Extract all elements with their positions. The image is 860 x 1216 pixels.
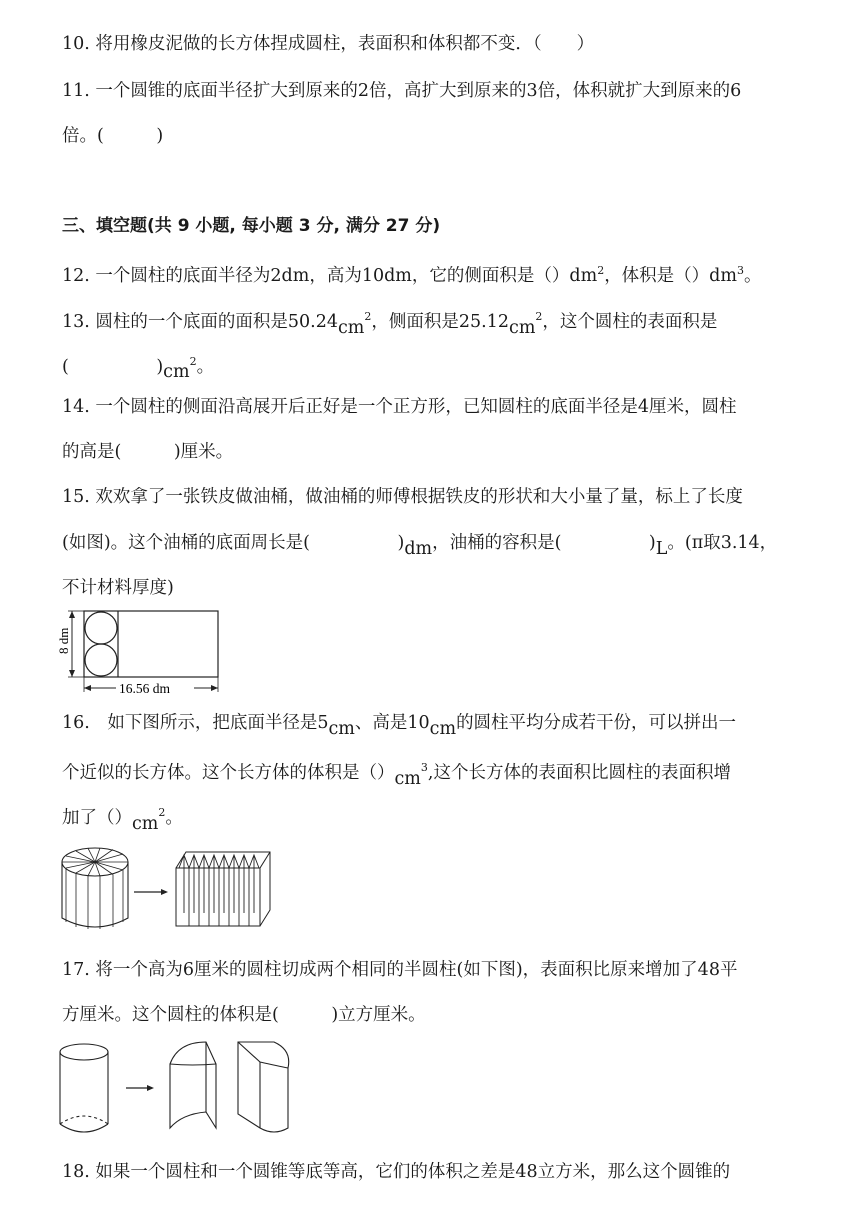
question-11-line-2 (62, 124, 163, 148)
question-13-sup-1: 2 (364, 310, 372, 323)
question-13-line-2 (62, 350, 215, 382)
question-16-line-2 (62, 756, 731, 789)
cylinder-to-cuboid-figure (58, 840, 273, 935)
question-13-unit-1: cm (338, 317, 365, 338)
base-circle-top (85, 612, 117, 644)
section-title (62, 214, 440, 238)
question-13-unit-2: cm (509, 317, 536, 338)
question-13-text-b: ，侧面积是25.12 (371, 311, 510, 332)
question-13-sup-2: 2 (535, 310, 543, 323)
question-18-text-1: 18. 如果一个圆柱和一个圆锥等底等高，它们的体积之差是48立方米，那么这个圆锥的 (62, 1162, 731, 1182)
question-15-text-3: 不计材料厚度) (62, 578, 174, 598)
question-13-text-end: 。 (196, 356, 215, 377)
question-13-sup-3: 2 (189, 355, 197, 368)
question-11-text-2: 倍。( ) (62, 126, 164, 146)
question-17-text-2: 方厘米。这个圆柱的体积是( )立方厘米。 (62, 1005, 426, 1025)
height-arrow-top (69, 611, 75, 618)
height-label: 8 dm (56, 627, 71, 654)
question-16-text-2b: ,这个长方体的表面积比圆柱的表面积增 (427, 762, 731, 783)
question-12-text-a: 12. 一个圆柱的底面半径为2dm，高为10dm，它的侧面积是（）dm (62, 265, 598, 286)
question-16-text-1b: 、高是10 (354, 713, 430, 733)
question-16-unit-3: cm (394, 768, 421, 789)
question-12-sup-2: 3 (736, 264, 744, 277)
question-15-text-2c: 。(π取3.14， (667, 533, 778, 553)
question-15-line-2 (62, 531, 778, 559)
question-12-text-b: ，体积是（）dm (604, 265, 737, 286)
question-11-text-1: 11. 一个圆锥的底面半径扩大到原来的2倍，高扩大到原来的3倍，体积就扩大到原来的6 (62, 81, 742, 101)
question-11-line-1 (62, 79, 741, 103)
question-13-line-1 (62, 305, 718, 338)
half-cylinder-left (170, 1042, 216, 1128)
question-16-unit-4: cm (132, 813, 159, 834)
half-cylinder-right (238, 1042, 289, 1132)
question-14-line-1 (62, 395, 737, 419)
question-16-unit-1: cm (328, 719, 355, 739)
question-16-line-1 (62, 711, 737, 739)
base-circle-bottom (85, 644, 117, 676)
question-16-line-3 (62, 801, 183, 834)
question-16-text-1c: 的圆柱平均分成若干份，可以拼出一 (456, 713, 737, 733)
question-13-unit-3: cm (163, 361, 190, 382)
question-17-line-1 (62, 958, 737, 982)
question-16-text-3b: 。 (165, 807, 183, 828)
question-10-text: 10. 将用橡皮泥做的长方体捏成圆柱，表面积和体积都不变．（ ） (62, 34, 595, 54)
question-14-text-1: 14. 一个圆柱的侧面沿高展开后正好是一个正方形，已知圆柱的底面半径是4厘米，圆柱 (62, 397, 737, 417)
question-14-line-2 (62, 440, 233, 464)
width-label: 16.56 dm (119, 681, 171, 696)
question-15-unit-2: L (655, 539, 668, 559)
question-17-text-1: 17. 将一个高为6厘米的圆柱切成两个相同的半圆柱(如下图)，表面积比原来增加了48平 (62, 960, 738, 980)
question-15-line-3 (62, 576, 174, 600)
oil-drum-sheet-figure (58, 606, 228, 698)
question-16-unit-2: cm (429, 719, 457, 739)
arrow (126, 1085, 154, 1091)
question-16-sup-3: 3 (420, 761, 428, 774)
question-12 (62, 259, 761, 288)
question-17-line-2 (62, 1003, 426, 1027)
question-16-text-3a: 加了（） (62, 807, 132, 828)
question-15-line-1 (62, 485, 743, 509)
question-18-line-1 (62, 1160, 730, 1184)
question-15-text-1: 15. 欢欢拿了一张铁皮做油桶，做油桶的师傅根据铁皮的形状和大小量了量，标上了长度 (62, 487, 743, 507)
width-arrow-left (84, 685, 91, 691)
question-12-sup-1: 2 (597, 264, 605, 277)
arrow (134, 889, 168, 895)
question-12-text-c: 。 (743, 265, 762, 286)
question-15-text-2b: ，油桶的容积是( ) (432, 533, 656, 553)
question-10 (62, 32, 594, 56)
question-16-text-2a: 个近似的长方体。这个长方体的体积是（） (62, 762, 395, 783)
question-16-text-1a: 16. 如下图所示，把底面半径是5 (62, 713, 329, 733)
sliced-cylinder (62, 848, 128, 929)
height-arrow-bottom (69, 670, 75, 677)
question-16-sup-4: 2 (158, 806, 166, 819)
question-13-blank: ( ) (62, 356, 164, 377)
whole-cylinder (60, 1044, 108, 1132)
approximate-cuboid (176, 852, 270, 926)
question-13-text-a: 13. 圆柱的一个底面的面积是50.24 (62, 311, 338, 332)
question-15-unit-1: dm (404, 539, 433, 559)
question-15-text-2a: (如图)。这个油桶的底面周长是( ) (62, 533, 405, 553)
question-13-text-c: ，这个圆柱的表面积是 (542, 311, 718, 332)
section-3-title: 三、填空题(共 9 小题, 每小题 3 分, 满分 27 分) (62, 216, 441, 236)
question-14-text-2: 的高是( )厘米。 (62, 442, 234, 462)
width-arrow-right (211, 685, 218, 691)
cylinder-cut-figure (56, 1040, 296, 1138)
